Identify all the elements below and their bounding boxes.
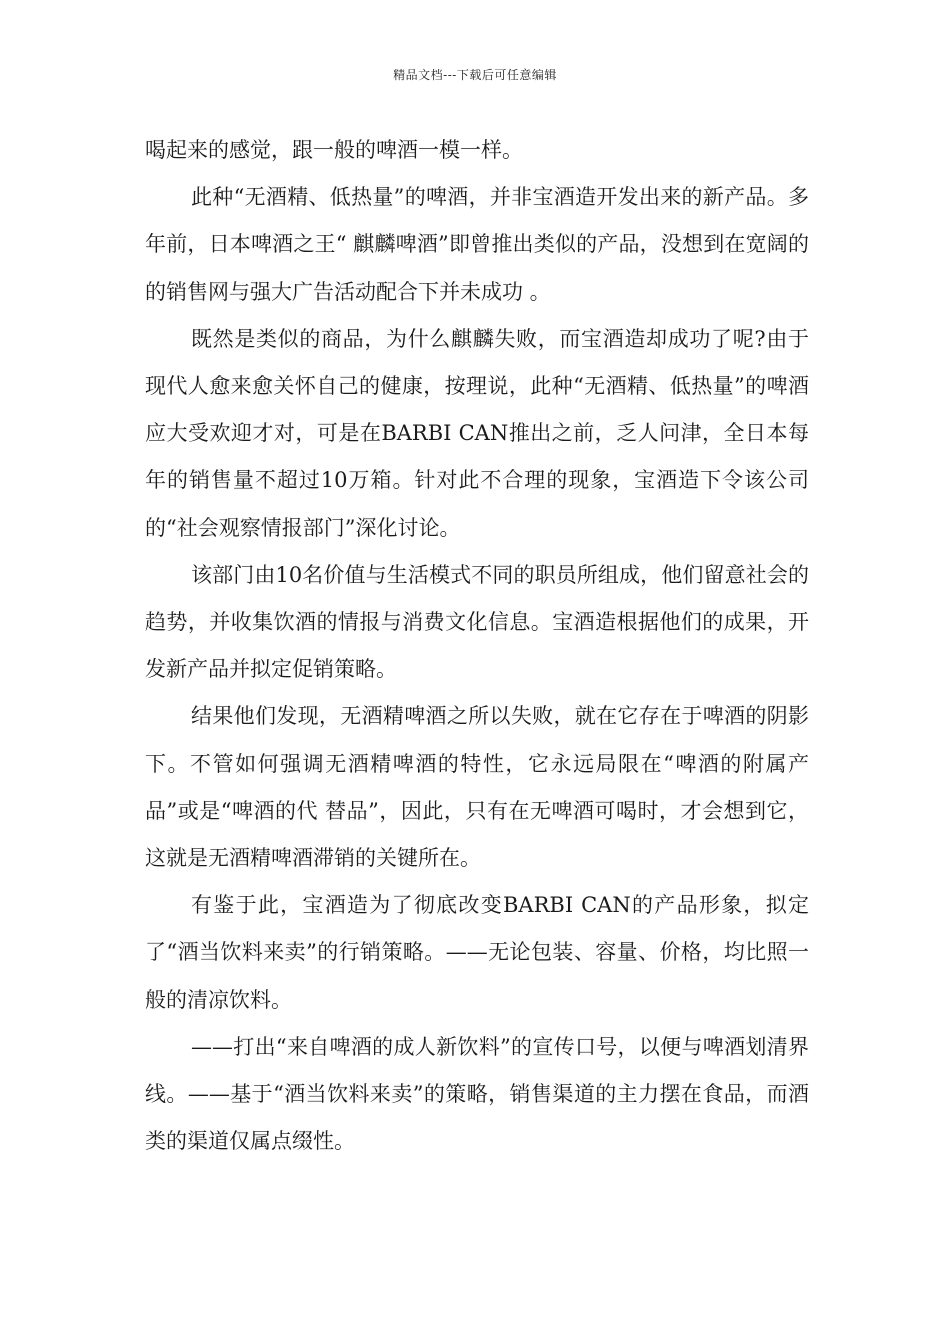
paragraph: 该部门由10名价值与生活模式不同的职员所组成，他们留意社会的趋势，并收集饮酒的情报与消费文化信息。宝酒造根据他们的成果，开发新产品并拟定促销策略。 [145,562,809,682]
header-note: 精品文档---下载后可任意编辑 [393,68,557,82]
body-text [145,127,809,1165]
paragraph: 喝起来的感觉，跟一般的啤酒一模一样。 [145,138,523,162]
paragraph: 结果他们发现，无酒精啤酒之所以失败，就在它存在于啤酒的阴影下。不管如何强调无酒精啤酒的特性，它永远局限在“啤酒的附属产品”或是“啤酒的代 替品”，因此，只有在无啤酒可喝时，才会想到它，这就是无酒精啤酒滞销的关键所在。 [145,704,809,871]
paragraph: 有鉴于此，宝酒造为了彻底改变BARBI CAN的产品形象，拟定了“酒当饮料来卖”的行销策略。——无论包装、容量、价格，均比照一般的清凉饮料。 [145,893,809,1012]
paragraph: 既然是类似的商品，为什么麒麟失败，而宝酒造却成功了呢?由于现代人愈来愈关怀自己的健康，按理说，此种“无酒精、低热量”的啤酒应大受欢迎才对，可是在BARBI CAN推出之前，乏人问津，全日本每年的销售量不超过10万箱。针对此不合理的现象，宝酒造下令该公司的“社会观察情报部门”深化讨论。 [145,326,809,540]
paragraph: 此种“无酒精、低热量”的啤酒，并非宝酒造开发出来的新产品。多年前，日本啤酒之王“ 麒麟啤酒”即曾推出类似的产品，没想到在宽阔的的销售网与强大广告活动配合下并未成功 。 [145,185,809,304]
paragraph: ——打出“来自啤酒的成人新饮料”的宣传口号，以便与啤酒划清界线。——基于“酒当饮料来卖”的策略，销售渠道的主力摆在食品，而酒类的渠道仅属点缀性。 [145,1034,809,1154]
